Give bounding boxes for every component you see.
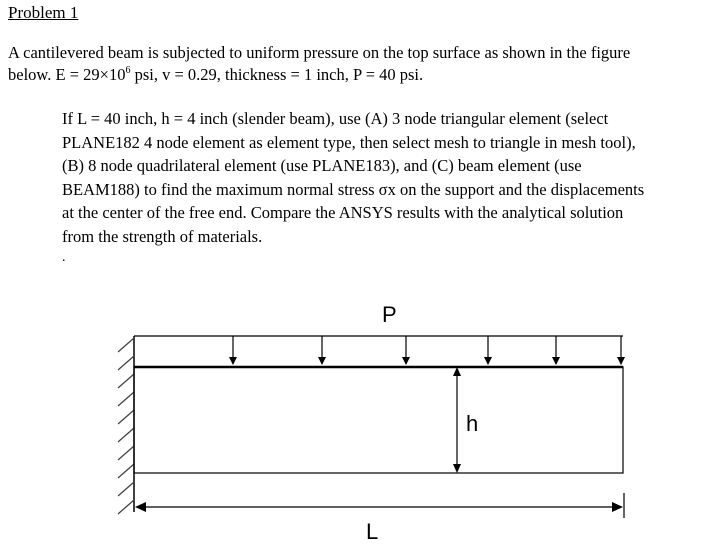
height-arrow-bottom-icon — [453, 464, 461, 473]
intro-exponent: 6 — [125, 65, 131, 76]
stray-dot: . — [62, 250, 66, 265]
load-label-p: P — [382, 302, 397, 327]
length-arrow-right-icon — [612, 502, 623, 512]
height-arrow-top-icon — [453, 367, 461, 376]
height-label-h: h — [466, 411, 479, 436]
intro-line-1: A cantilevered beam is subjected to uniform pressure on the top surface as shown in the figure — [8, 43, 631, 62]
problem-title: Problem 1 — [8, 3, 79, 22]
body-line-4: BEAM188) to find the maximum normal stress σx on the support and the displacements — [62, 179, 645, 199]
body-line-1: If L = 40 inch, h = 4 inch (slender beam), use (A) 3 node triangular element (select — [62, 109, 609, 128]
body-line-6: from the strength of materials. — [62, 226, 263, 246]
body-line-2: PLANE182 4 node element as element type, then select mesh to triangle in mesh tool), — [62, 132, 636, 152]
length-arrow-left-icon — [135, 502, 146, 512]
intro-params: psi, v = 0.29, thickness = 1 inch, P = 40 psi. — [130, 65, 424, 84]
pressure-arrows — [233, 336, 621, 364]
length-label-l: L — [366, 519, 379, 544]
intro-modulus: below. E = 29×10 — [8, 65, 126, 84]
body-line-5: at the center of the free end. Compare the ANSYS results with the analytical solution — [62, 203, 624, 222]
beam — [134, 367, 623, 473]
wall-hatching — [118, 338, 134, 514]
body-line-3: (B) 8 node quadrilateral element (use PLANE183), and (C) beam element (use — [62, 156, 582, 175]
